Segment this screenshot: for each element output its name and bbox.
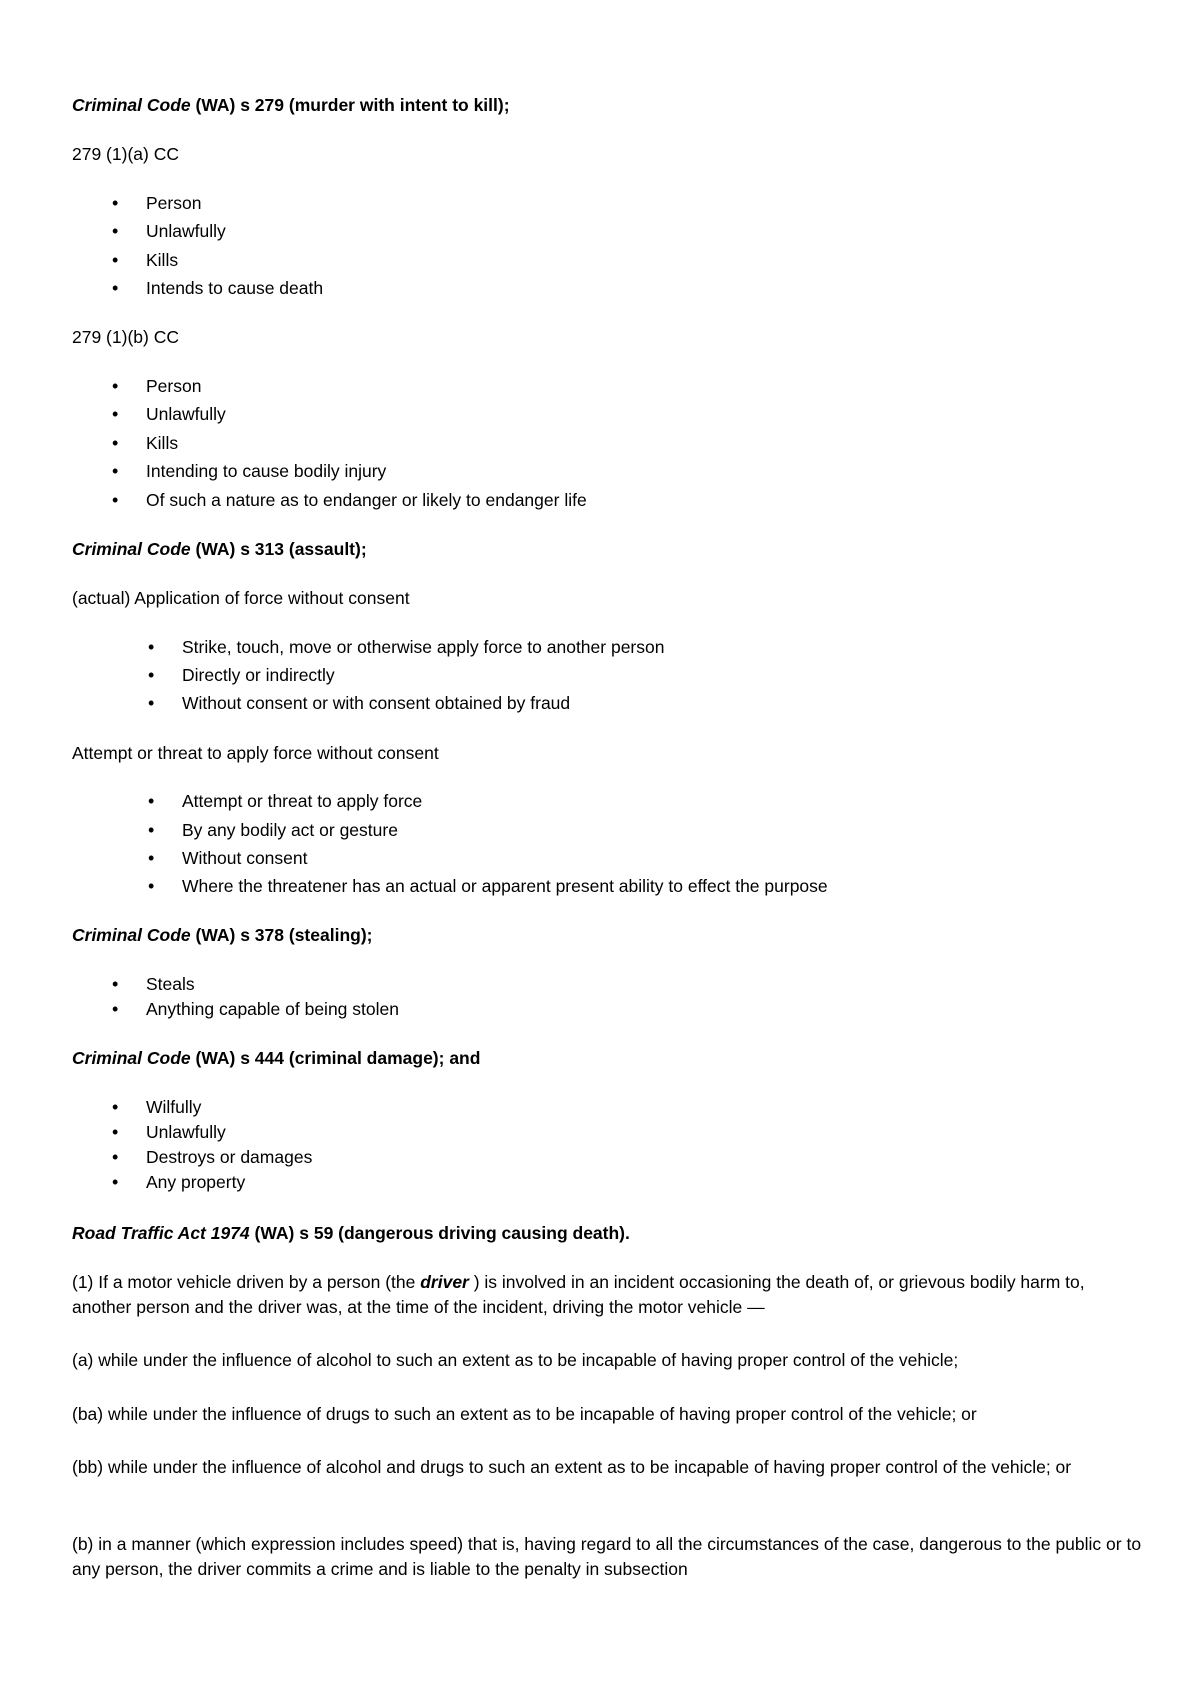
paragraph-s59-ba: (ba) while under the influence of drugs to such an extent as to be incapable of having proper control of the vehicle; or xyxy=(72,1404,977,1424)
heading-s444 xyxy=(72,1047,480,1069)
heading-text: (WA) s 279 (murder with intent to kill); xyxy=(190,95,510,115)
paragraph-text: ) is involved in an incident occasioning the death of, or grievous bodily harm to, another person and the driver was, at the time of the incident, driving the motor vehicle — xyxy=(72,1272,1085,1317)
heading-s59 xyxy=(72,1222,630,1244)
heading-text: (WA) s 378 (stealing); xyxy=(190,925,373,945)
list-item: • Where the threatener has an actual or apparent present ability to effect the purpose xyxy=(182,875,828,897)
paragraph-s59-a: (a) while under the influence of alcohol to such an extent as to be incapable of having proper control of the vehicle; xyxy=(72,1350,959,1370)
subheading-279-1a: 279 (1)(a) CC xyxy=(72,144,179,164)
list-item: • Intending to cause bodily injury xyxy=(146,460,386,482)
list-item: • Strike, touch, move or otherwise apply force to another person xyxy=(182,636,664,658)
list-item: • Kills xyxy=(146,249,178,271)
list-item: • Attempt or threat to apply force xyxy=(182,790,422,812)
heading-s313 xyxy=(72,538,367,560)
list-item: • By any bodily act or gesture xyxy=(182,819,398,841)
heading-s279 xyxy=(72,94,510,116)
list-item: • Directly or indirectly xyxy=(182,664,335,686)
list-item: • Without consent xyxy=(182,847,307,869)
list-item: • Steals xyxy=(146,973,195,995)
list-item: • Destroys or damages xyxy=(146,1146,312,1168)
defined-term: driver xyxy=(420,1272,469,1292)
paragraph-s59-bb: (bb) while under the influence of alcohol and drugs to such an extent as to be incapable of having proper control of the vehicle; or xyxy=(72,1457,1072,1477)
list-item: • Kills xyxy=(146,432,178,454)
subheading-attempt-threat: Attempt or threat to apply force without consent xyxy=(72,743,439,763)
list-item: • Unlawfully xyxy=(146,1121,226,1143)
paragraph-s59-b: (b) in a manner (which expression includes speed) that is, having regard to all the circumstances of the case, dangerous to the public or to any person, the driver commits a crime and is liable to the penalty in subsection xyxy=(72,1534,1142,1579)
list-item: • Any property xyxy=(146,1171,245,1193)
list-item: • Anything capable of being stolen xyxy=(146,998,399,1020)
list-item: • Without consent or with consent obtained by fraud xyxy=(182,692,570,714)
list-item: • Of such a nature as to endanger or likely to endanger life xyxy=(146,489,587,511)
heading-act-name: Criminal Code xyxy=(72,539,191,559)
list-item: • Unlawfully xyxy=(146,403,226,425)
heading-text: (WA) s 59 (dangerous driving causing death). xyxy=(249,1223,630,1243)
heading-act-name: Criminal Code xyxy=(72,95,191,115)
list-item: • Intends to cause death xyxy=(146,277,323,299)
list-item: • Person xyxy=(146,375,201,397)
list-item: • Person xyxy=(146,192,201,214)
heading-s378 xyxy=(72,924,372,946)
heading-text: (WA) s 444 (criminal damage); and xyxy=(190,1048,481,1068)
list-item: • Wilfully xyxy=(146,1096,201,1118)
subheading-279-1b: 279 (1)(b) CC xyxy=(72,327,179,347)
heading-act-name: Criminal Code xyxy=(72,925,191,945)
list-item: • Unlawfully xyxy=(146,220,226,242)
paragraph-s59-1 xyxy=(72,1270,1142,1320)
subheading-actual-force: (actual) Application of force without consent xyxy=(72,588,410,608)
paragraph-text: (1) If a motor vehicle driven by a person (the xyxy=(72,1272,421,1292)
heading-act-name: Criminal Code xyxy=(72,1048,191,1068)
heading-act-name: Road Traffic Act 1974 xyxy=(72,1223,250,1243)
heading-text: (WA) s 313 (assault); xyxy=(190,539,367,559)
